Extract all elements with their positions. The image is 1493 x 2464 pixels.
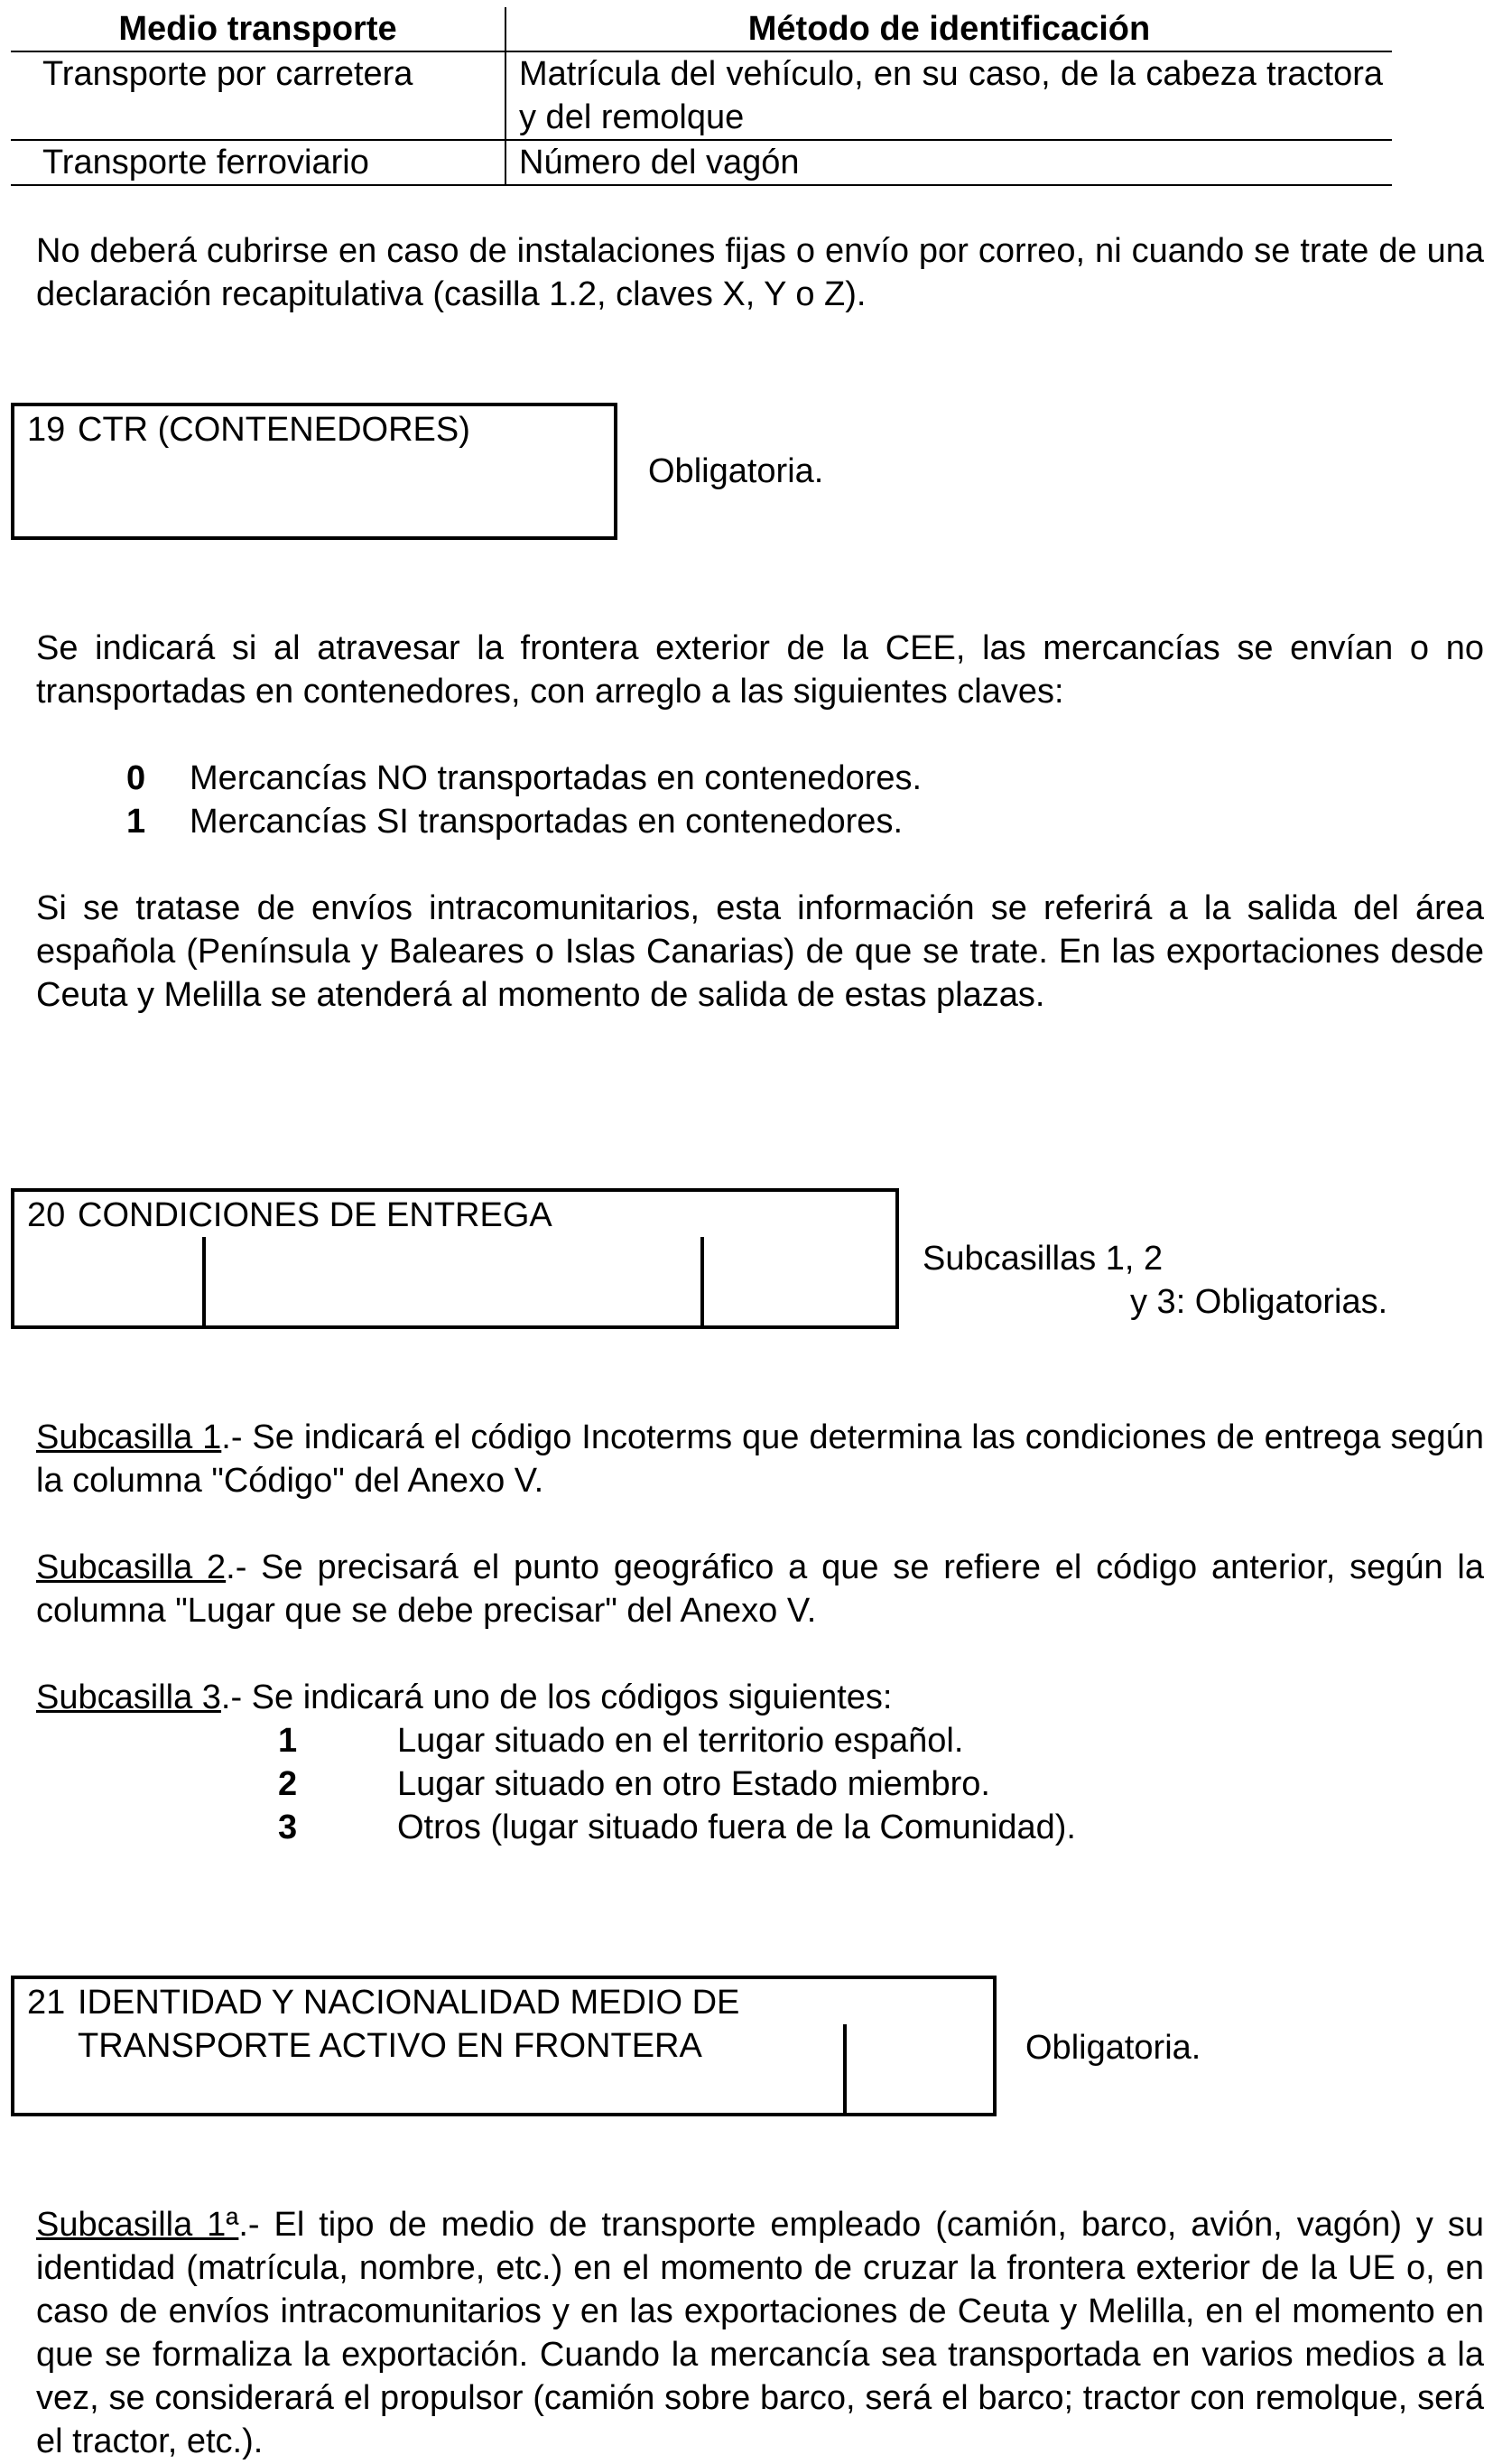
table-header-row — [11, 7, 1392, 51]
box-19-label — [27, 408, 470, 451]
subcasilla-1a-paragraph — [36, 2203, 1484, 2463]
subcasilla-divider — [202, 1237, 206, 1327]
table-row — [11, 140, 1392, 185]
subcasilla-label: Subcasilla 2 — [36, 1548, 227, 1586]
box-title-line2: TRANSPORTE ACTIVO EN FRONTERA — [78, 2027, 702, 2065]
table-cell: Matrícula del vehículo, en su caso, de la cabeza tractora y del remolque — [519, 55, 1383, 136]
box-19-intro: Se indicará si al atravesar la frontera exterior de la CEE, las mercancías se envían o no transportadas en contenedores, con arreglo a las siguientes claves: — [36, 629, 1484, 711]
code-number: 2 — [278, 1765, 298, 1803]
subcasilla-3-paragraph — [36, 1676, 892, 1719]
subcasilla-text: .- Se indicará uno de los códigos siguientes: — [220, 1678, 893, 1716]
subcasilla-2-paragraph — [36, 1546, 1484, 1632]
code-text: Mercancías NO transportadas en contenedores. — [190, 759, 923, 797]
box-21-status: Obligatoria. — [1025, 2029, 1201, 2067]
box-19 — [11, 403, 617, 540]
transport-identification-table — [11, 7, 1392, 186]
box-number: 20 — [27, 1196, 66, 1234]
box-number: 21 — [27, 1984, 66, 2022]
code-text: Lugar situado en el territorio español. — [397, 1722, 964, 1760]
table-row — [11, 51, 1392, 140]
subcasilla-1-paragraph — [36, 1416, 1484, 1502]
subcasilla-text: .- El tipo de medio de transporte empleado (camión, barco, avión, vagón) y su identidad (matrícula, nombre, etc.) en el momento de cruzar la frontera exterior de la UE o, en caso de envíos intracomunitarios y en las exportaciones de Ceuta y Melilla, en el momento en que se formaliza la exportación. Cuando la mercancía sea transportada en varios medios a la vez, se considerará el propulsor (camión sobre barco, será el barco; tractor con remolque, será el tractor, etc.). — [36, 2206, 1484, 2460]
code-number: 3 — [278, 1808, 298, 1846]
box-19-envios-paragraph: Si se tratase de envíos intracomunitarios, esta información se referirá a la salida del área española (Península y Baleares o Islas Canarias) de que se trate. En las exportaciones desde Ceuta y Melilla se atenderá al momento de salida de estas plazas. — [36, 889, 1484, 1014]
code-text: Lugar situado en otro Estado miembro. — [397, 1765, 990, 1803]
box-20-status-line2: y 3: Obligatorias. — [1130, 1283, 1388, 1321]
code-text: Mercancías SI transportadas en contenedores. — [190, 803, 904, 841]
box-20 — [11, 1188, 899, 1329]
subcasilla-divider — [843, 2024, 847, 2115]
table-cell: Transporte ferroviario — [11, 140, 505, 185]
table-header: Medio transporte — [11, 7, 505, 51]
table-cell: Número del vagón — [519, 144, 800, 181]
subcasilla-label: Subcasilla 1 — [36, 1418, 222, 1456]
box-20-label — [27, 1194, 552, 1237]
box-21-label — [27, 1981, 930, 2068]
box-number: 19 — [27, 411, 66, 449]
subcasilla-divider — [700, 1237, 704, 1327]
no-cubrirse-paragraph: No deberá cubrirse en caso de instalaciones fijas o envío por correo, ni cuando se trate de una declaración recapitulativa (casilla 1.2, claves X, Y o Z). — [36, 232, 1484, 313]
subcasilla-text: .- Se precisará el punto geográfico a que se refiere el código anterior, según la columna "Lugar que se debe precisar" del Anexo V. — [36, 1548, 1484, 1630]
subcasilla-text: .- Se indicará el código Incoterms que determina las condiciones de entrega según la columna "Código" del Anexo V. — [36, 1418, 1484, 1500]
code-text: Otros (lugar situado fuera de la Comunidad). — [397, 1808, 1076, 1846]
box-title: CONDICIONES DE ENTREGA — [78, 1196, 552, 1234]
box-20-status-line1: Subcasillas 1, 2 — [923, 1240, 1164, 1278]
code-number: 0 — [126, 759, 146, 797]
table-cell: Transporte por carretera — [11, 51, 505, 140]
subcasilla-label: Subcasilla 3 — [36, 1678, 221, 1716]
box-21 — [11, 1976, 997, 2116]
box-title-line1: IDENTIDAD Y NACIONALIDAD MEDIO DE — [78, 1984, 740, 2022]
table-header: Método de identificación — [505, 7, 1392, 51]
code-number: 1 — [126, 803, 146, 841]
box-title: CTR (CONTENEDORES) — [78, 411, 470, 449]
code-number: 1 — [278, 1722, 298, 1760]
subcasilla-label: Subcasilla 1ª — [36, 2206, 239, 2244]
box-19-status: Obligatoria. — [648, 452, 824, 490]
